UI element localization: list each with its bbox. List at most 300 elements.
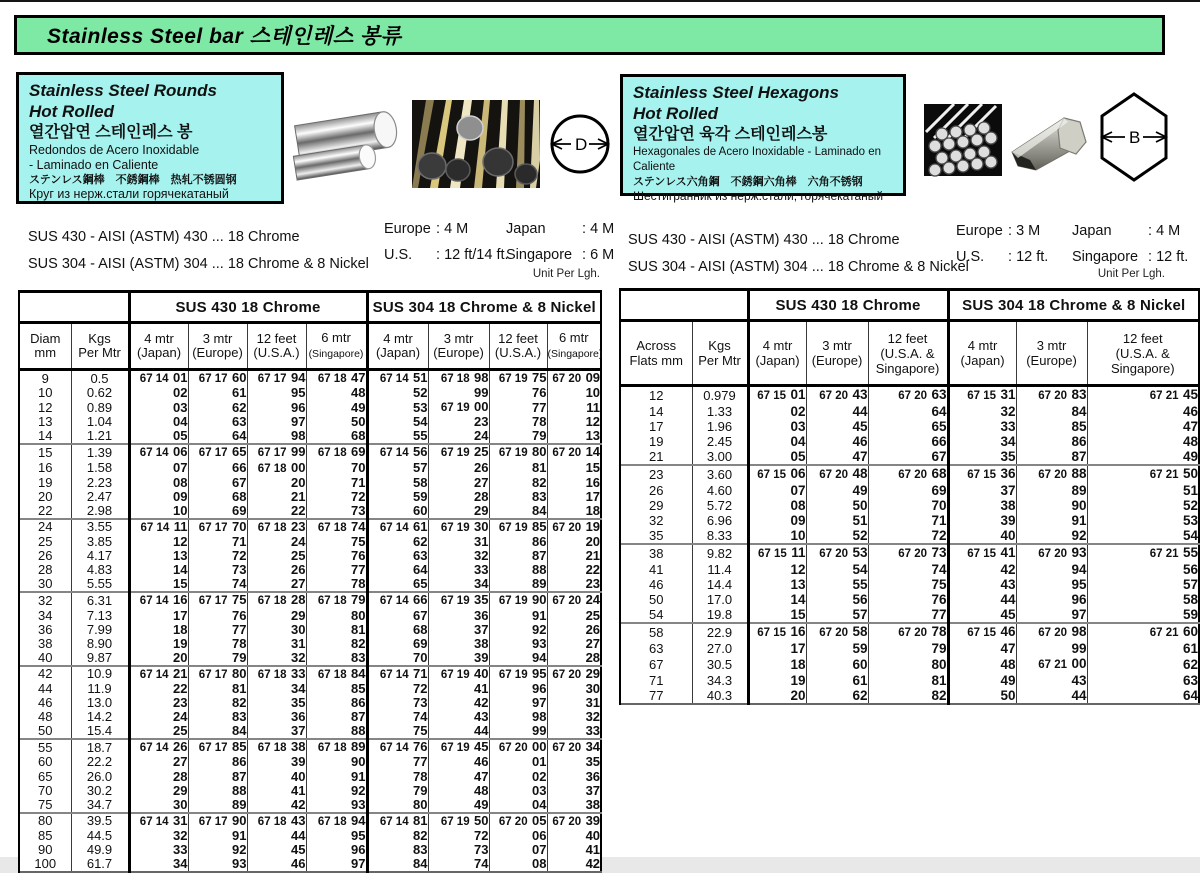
table-cell: 30 xyxy=(129,798,188,813)
table-cell: 34 xyxy=(428,577,489,592)
table-cell: 78 xyxy=(188,637,247,651)
table-cell: 2.98 xyxy=(71,504,129,519)
table-cell: 55 xyxy=(806,577,868,592)
table-cell: 83 xyxy=(367,843,428,857)
table-cell: 75 xyxy=(367,724,428,739)
table-cell: 44 xyxy=(806,404,868,419)
table-cell: 40 xyxy=(948,528,1016,544)
table-cell: 15 xyxy=(129,577,188,592)
table-row xyxy=(620,465,1199,483)
table-cell: 71 xyxy=(620,673,692,688)
table-cell: 78 xyxy=(306,577,367,592)
table-cell: 67 20 58 xyxy=(806,623,868,641)
table-cell: 12 xyxy=(129,535,188,549)
table-cell: 67 xyxy=(868,449,948,465)
table-cell: 74 xyxy=(367,710,428,724)
rounds-unit-label: Unit Per Lgh. xyxy=(532,268,600,280)
column-header: Diam mm xyxy=(19,323,71,370)
table-cell: 52 xyxy=(806,528,868,544)
table-cell: 08 xyxy=(748,498,806,513)
table-row xyxy=(620,386,1199,405)
rounds-subtitle-ru: Круг из нерж.стали горячекатаный xyxy=(29,187,229,201)
table-cell: 42 xyxy=(247,798,306,813)
rounds-table xyxy=(18,290,602,873)
table-cell: 96 xyxy=(1016,592,1087,607)
table-cell: 30 xyxy=(247,623,306,637)
table-cell: 3.55 xyxy=(71,519,129,535)
table-group-header-row xyxy=(620,290,1199,321)
table-cell: 67 14 01 xyxy=(129,370,188,387)
hex-spec-430: SUS 430 - AISI (ASTM) 430 ... 18 Chrome xyxy=(628,232,900,248)
table-cell: 67 17 70 xyxy=(188,519,247,535)
table-cell: 19.8 xyxy=(692,607,748,623)
table-cell: 67 19 40 xyxy=(428,666,489,682)
table-cell: 39 xyxy=(247,755,306,769)
table-cell: 54 xyxy=(620,607,692,623)
column-header: 4 mtr (Japan) xyxy=(367,323,428,370)
table-cell: 49 xyxy=(428,798,489,813)
table-corner xyxy=(19,292,129,323)
table-cell: 60 xyxy=(806,656,868,673)
table-row xyxy=(19,843,601,857)
page-title: Stainless Steel bar 스테인레스 봉류 xyxy=(47,25,402,48)
table-row xyxy=(19,549,601,563)
table-row xyxy=(19,666,601,682)
table-cell: 67 18 79 xyxy=(306,592,367,608)
table-cell: 67 18 98 xyxy=(428,370,489,387)
page-banner xyxy=(14,15,1165,55)
table-cell: 86 xyxy=(1016,434,1087,449)
table-cell: 04 xyxy=(129,415,188,429)
table-cell: 04 xyxy=(748,434,806,449)
table-cell: 60 xyxy=(367,504,428,519)
table-cell: 67 18 23 xyxy=(247,519,306,535)
table-cell: 61 xyxy=(1087,641,1199,656)
hex-length-japan: Japan : 4 M xyxy=(1072,223,1181,239)
table-cell: 67 20 88 xyxy=(1016,465,1087,483)
table-cell: 89 xyxy=(489,577,547,592)
table-cell: 48 xyxy=(306,386,367,400)
table-cell: 18 xyxy=(547,504,601,519)
table-cell: 66 xyxy=(188,461,247,476)
table-cell: 54 xyxy=(367,415,428,429)
table-cell: 08 xyxy=(489,857,547,872)
table-cell: 38 xyxy=(620,544,692,562)
table-cell: 67 15 36 xyxy=(948,465,1016,483)
table-cell: 76 xyxy=(188,609,247,623)
group-header: SUS 430 18 Chrome xyxy=(748,290,948,321)
rounds-subtitle-es1: Redondos de Acero Inoxidable xyxy=(29,143,200,157)
table-cell: 03 xyxy=(489,784,547,798)
table-cell: 49 xyxy=(1087,449,1199,465)
table-cell: 19 xyxy=(19,476,71,490)
table-cell: 06 xyxy=(489,829,547,843)
table-cell: 91 xyxy=(1016,513,1087,528)
table-cell: 1.04 xyxy=(71,415,129,429)
hex-title-ko: 열간압연 육각 스테인레스봉 xyxy=(633,126,828,143)
table-cell: 98 xyxy=(489,710,547,724)
table-cell: 46 xyxy=(247,857,306,872)
table-cell: 65 xyxy=(367,577,428,592)
table-cell: 53 xyxy=(367,400,428,415)
table-row xyxy=(19,710,601,724)
table-row xyxy=(19,519,601,535)
table-cell: 15.4 xyxy=(71,724,129,739)
table-row xyxy=(620,656,1199,673)
table-cell: 22.2 xyxy=(71,755,129,769)
table-cell: 33 xyxy=(428,563,489,577)
column-header: Across Flats mm xyxy=(620,321,692,386)
table-cell: 89 xyxy=(188,798,247,813)
table-cell: 67 20 00 xyxy=(489,739,547,755)
rounds-length-europe: Europe : 4 M xyxy=(384,221,469,237)
hex-spec-304: SUS 304 - AISI (ASTM) 304 ... 18 Chrome & 8 Nickel xyxy=(628,259,969,275)
table-cell: 67 17 94 xyxy=(247,370,306,387)
table-cell: 10.9 xyxy=(71,666,129,682)
table-cell: 67 20 63 xyxy=(868,386,948,405)
table-cell: 29 xyxy=(247,609,306,623)
table-cell: 70 xyxy=(306,461,367,476)
table-cell: 12 xyxy=(620,386,692,405)
table-cell: 05 xyxy=(748,449,806,465)
table-cell: 10 xyxy=(547,386,601,400)
table-cell: 72 xyxy=(188,549,247,563)
table-cell: 10 xyxy=(748,528,806,544)
table-cell: 61.7 xyxy=(71,857,129,872)
table-cell: 68 xyxy=(306,429,367,444)
table-cell: 72 xyxy=(306,490,367,504)
table-cell: 20 xyxy=(547,535,601,549)
table-cell: 12 xyxy=(748,562,806,577)
table-cell: 71 xyxy=(306,476,367,490)
table-row xyxy=(620,404,1199,419)
table-cell: 07 xyxy=(748,483,806,498)
table-cell: 67 18 28 xyxy=(247,592,306,608)
table-cell: 67 18 94 xyxy=(306,813,367,829)
table-cell: 20 xyxy=(247,476,306,490)
table-cell: 42 xyxy=(948,562,1016,577)
table-cell: 07 xyxy=(129,461,188,476)
table-cell: 95 xyxy=(247,386,306,400)
table-cell: 33 xyxy=(547,724,601,739)
table-cell: 39.5 xyxy=(71,813,129,829)
table-cell: 58 xyxy=(367,476,428,490)
table-cell: 50 xyxy=(806,498,868,513)
table-cell: 67 17 85 xyxy=(188,739,247,755)
table-column-header-row xyxy=(19,323,601,370)
table-cell: 02 xyxy=(129,386,188,400)
table-cell: 67 20 05 xyxy=(489,813,547,829)
table-cell: 71 xyxy=(868,513,948,528)
table-cell: 67 21 45 xyxy=(1087,386,1199,405)
table-cell: 62 xyxy=(188,400,247,415)
column-header: 4 mtr (Japan) xyxy=(948,321,1016,386)
table-cell: 9 xyxy=(19,370,71,387)
table-cell: 40 xyxy=(19,651,71,666)
table-cell: 91 xyxy=(188,829,247,843)
table-cell: 24 xyxy=(247,535,306,549)
table-cell: 92 xyxy=(306,784,367,798)
table-cell: 1.21 xyxy=(71,429,129,444)
table-cell: 96 xyxy=(489,682,547,696)
table-cell: 35 xyxy=(620,528,692,544)
table-cell: 73 xyxy=(188,563,247,577)
table-cell: 67 18 33 xyxy=(247,666,306,682)
table-cell: 22 xyxy=(247,504,306,519)
table-cell: 67 14 81 xyxy=(367,813,428,829)
table-cell: 48 xyxy=(1087,434,1199,449)
table-row xyxy=(19,386,601,400)
table-cell: 53 xyxy=(1087,513,1199,528)
table-cell: 34 xyxy=(129,857,188,872)
table-cell: 27.0 xyxy=(692,641,748,656)
table-cell: 61 xyxy=(188,386,247,400)
table-cell: 67 17 65 xyxy=(188,444,247,460)
table-cell: 78 xyxy=(489,415,547,429)
table-cell: 24 xyxy=(19,519,71,535)
hex-bar-photo xyxy=(1010,108,1094,172)
table-cell: 25 xyxy=(547,609,601,623)
table-cell: 8.33 xyxy=(692,528,748,544)
column-header: 4 mtr (Japan) xyxy=(748,321,806,386)
table-cell: 24 xyxy=(129,710,188,724)
table-row xyxy=(19,813,601,829)
table-cell: 50 xyxy=(306,415,367,429)
table-cell: 67 20 39 xyxy=(547,813,601,829)
table-cell: 25 xyxy=(129,724,188,739)
table-cell: 80 xyxy=(19,813,71,829)
table-cell: 89 xyxy=(1016,483,1087,498)
table-cell: 67 18 89 xyxy=(306,739,367,755)
table-cell: 67 18 47 xyxy=(306,370,367,387)
table-cell: 92 xyxy=(489,623,547,637)
table-row xyxy=(19,429,601,444)
table-cell: 67 17 99 xyxy=(247,444,306,460)
table-cell: 49 xyxy=(306,400,367,415)
table-cell: 67 18 69 xyxy=(306,444,367,460)
table-cell: 88 xyxy=(306,724,367,739)
table-cell: 97 xyxy=(1016,607,1087,623)
table-cell: 97 xyxy=(247,415,306,429)
table-cell: 67 18 74 xyxy=(306,519,367,535)
table-row xyxy=(620,419,1199,434)
table-cell: 19 xyxy=(748,673,806,688)
table-cell: 82 xyxy=(188,696,247,710)
table-cell: 76 xyxy=(489,386,547,400)
rounds-subtitle-es2: - Laminado en Caliente xyxy=(29,158,159,172)
table-cell: 23 xyxy=(129,696,188,710)
table-row xyxy=(620,641,1199,656)
table-cell: 22.9 xyxy=(692,623,748,641)
table-cell: 67 15 16 xyxy=(748,623,806,641)
table-cell: 71 xyxy=(188,535,247,549)
table-cell: 09 xyxy=(748,513,806,528)
table-cell: 22 xyxy=(19,504,71,519)
table-cell: 64 xyxy=(1087,688,1199,704)
table-cell: 57 xyxy=(1087,577,1199,592)
table-row xyxy=(19,370,601,387)
table-cell: 65 xyxy=(868,419,948,434)
table-row xyxy=(19,724,601,739)
table-cell: 14 xyxy=(129,563,188,577)
table-cell: 67 21 50 xyxy=(1087,465,1199,483)
table-cell: 64 xyxy=(188,429,247,444)
table-cell: 32 xyxy=(247,651,306,666)
table-cell: 86 xyxy=(188,755,247,769)
table-cell: 27 xyxy=(247,577,306,592)
table-cell: 83 xyxy=(489,490,547,504)
hexagons-lengths xyxy=(956,218,1188,270)
across-flats-diagram xyxy=(1098,90,1170,184)
table-cell: 13.0 xyxy=(71,696,129,710)
table-cell: 61 xyxy=(806,673,868,688)
table-cell: 54 xyxy=(806,562,868,577)
table-cell: 58 xyxy=(1087,592,1199,607)
table-cell: 37 xyxy=(948,483,1016,498)
table-cell: 74 xyxy=(428,857,489,872)
hexagons-infobox xyxy=(620,74,906,203)
hex-title-en: Stainless Steel Hexagons xyxy=(633,83,839,102)
table-row xyxy=(620,562,1199,577)
table-cell: 67 20 19 xyxy=(547,519,601,535)
table-cell: 36 xyxy=(428,609,489,623)
table-cell: 1.33 xyxy=(692,404,748,419)
table-cell: 52 xyxy=(1087,498,1199,513)
table-cell: 14.4 xyxy=(692,577,748,592)
table-cell: 49 xyxy=(806,483,868,498)
table-cell: 86 xyxy=(306,696,367,710)
table-row xyxy=(620,577,1199,592)
rounds-length-singapore: Singapore : 6 M xyxy=(506,247,615,263)
table-cell: 40 xyxy=(247,770,306,784)
table-cell: 67 15 06 xyxy=(748,465,806,483)
table-cell: 0.62 xyxy=(71,386,129,400)
table-cell: 67 14 66 xyxy=(367,592,428,608)
table-cell: 41 xyxy=(620,562,692,577)
table-cell: 28 xyxy=(129,770,188,784)
table-cell: 15 xyxy=(547,461,601,476)
table-cell: 38 xyxy=(19,637,71,651)
hexagons-table-wrap xyxy=(619,288,1198,705)
table-cell: 42 xyxy=(547,857,601,872)
table-cell: 23 xyxy=(428,415,489,429)
rounds-spec-304: SUS 304 - AISI (ASTM) 304 ... 18 Chrome & 8 Nickel xyxy=(28,256,369,272)
column-header: 3 mtr (Europe) xyxy=(188,323,247,370)
table-row xyxy=(19,770,601,784)
table-cell: 44 xyxy=(428,724,489,739)
table-cell: 20 xyxy=(129,651,188,666)
table-cell: 33 xyxy=(129,843,188,857)
table-cell: 93 xyxy=(306,798,367,813)
table-cell: 74 xyxy=(868,562,948,577)
rounds-title-en: Stainless Steel Rounds xyxy=(29,81,217,100)
diameter-diagram xyxy=(548,112,612,176)
table-cell: 07 xyxy=(489,843,547,857)
table-cell: 75 xyxy=(306,535,367,549)
table-cell: 67 14 56 xyxy=(367,444,428,460)
table-cell: 17 xyxy=(547,490,601,504)
table-cell: 44.5 xyxy=(71,829,129,843)
table-cell: 72 xyxy=(428,829,489,843)
table-cell: 38 xyxy=(428,637,489,651)
table-cell: 81 xyxy=(188,682,247,696)
table-cell: 67 19 45 xyxy=(428,739,489,755)
table-cell: 34 xyxy=(948,434,1016,449)
table-cell: 24 xyxy=(428,429,489,444)
table-cell: 02 xyxy=(748,404,806,419)
table-cell: 33 xyxy=(948,419,1016,434)
table-cell: 67 20 83 xyxy=(1016,386,1087,405)
table-cell: 21 xyxy=(620,449,692,465)
table-cell: 99 xyxy=(1016,641,1087,656)
table-cell: 40 xyxy=(547,829,601,843)
table-row xyxy=(19,563,601,577)
table-cell: 32 xyxy=(547,710,601,724)
table-cell: 85 xyxy=(19,829,71,843)
table-cell: 51 xyxy=(806,513,868,528)
table-cell: 28 xyxy=(428,490,489,504)
table-cell: 91 xyxy=(306,770,367,784)
table-row xyxy=(620,592,1199,607)
table-cell: 97 xyxy=(489,696,547,710)
table-cell: 11.4 xyxy=(692,562,748,577)
table-cell: 80 xyxy=(306,609,367,623)
table-cell: 79 xyxy=(188,651,247,666)
table-cell: 96 xyxy=(247,400,306,415)
rounds-subtitle-ja: ステンレス鋼棒 不銹鋼棒 热轧不锈圆钢 xyxy=(29,174,237,186)
table-cell: 6.96 xyxy=(692,513,748,528)
table-row xyxy=(19,755,601,769)
column-header: 12 feet (U.S.A.) xyxy=(489,323,547,370)
hex-subtitle-es: Hexagonales de Acero Inoxidable - Laminado en Caliente xyxy=(633,146,882,173)
table-cell: 67 20 73 xyxy=(868,544,948,562)
table-cell: 68 xyxy=(367,623,428,637)
column-header: 12 feet (U.S.A. & Singapore) xyxy=(868,321,948,386)
table-cell: 79 xyxy=(868,641,948,656)
table-cell: 69 xyxy=(868,483,948,498)
table-cell: 14 xyxy=(620,404,692,419)
table-cell: 32 xyxy=(129,829,188,843)
table-row xyxy=(620,513,1199,528)
table-cell: 60 xyxy=(19,755,71,769)
table-cell: 6.31 xyxy=(71,592,129,608)
table-cell: 23 xyxy=(620,465,692,483)
table-cell: 82 xyxy=(868,688,948,704)
table-cell: 59 xyxy=(806,641,868,656)
table-cell: 72 xyxy=(868,528,948,544)
table-cell: 14 xyxy=(748,592,806,607)
table-cell: 67 14 11 xyxy=(129,519,188,535)
table-row xyxy=(19,829,601,843)
column-header: 6 mtr (Singapore) xyxy=(547,323,601,370)
table-cell: 13 xyxy=(129,549,188,563)
table-cell: 67 19 25 xyxy=(428,444,489,460)
table-cell: 95 xyxy=(1016,577,1087,592)
table-cell: 2.23 xyxy=(71,476,129,490)
table-cell: 1.39 xyxy=(71,444,129,460)
table-cell: 4.83 xyxy=(71,563,129,577)
table-row xyxy=(620,623,1199,641)
table-cell: 29 xyxy=(428,504,489,519)
table-cell: 17 xyxy=(748,641,806,656)
table-row xyxy=(19,857,601,872)
table-cell: 77 xyxy=(868,607,948,623)
table-cell: 40.3 xyxy=(692,688,748,704)
table-cell: 88 xyxy=(489,563,547,577)
table-cell: 91 xyxy=(489,609,547,623)
table-row xyxy=(19,798,601,813)
table-cell: 81 xyxy=(868,673,948,688)
